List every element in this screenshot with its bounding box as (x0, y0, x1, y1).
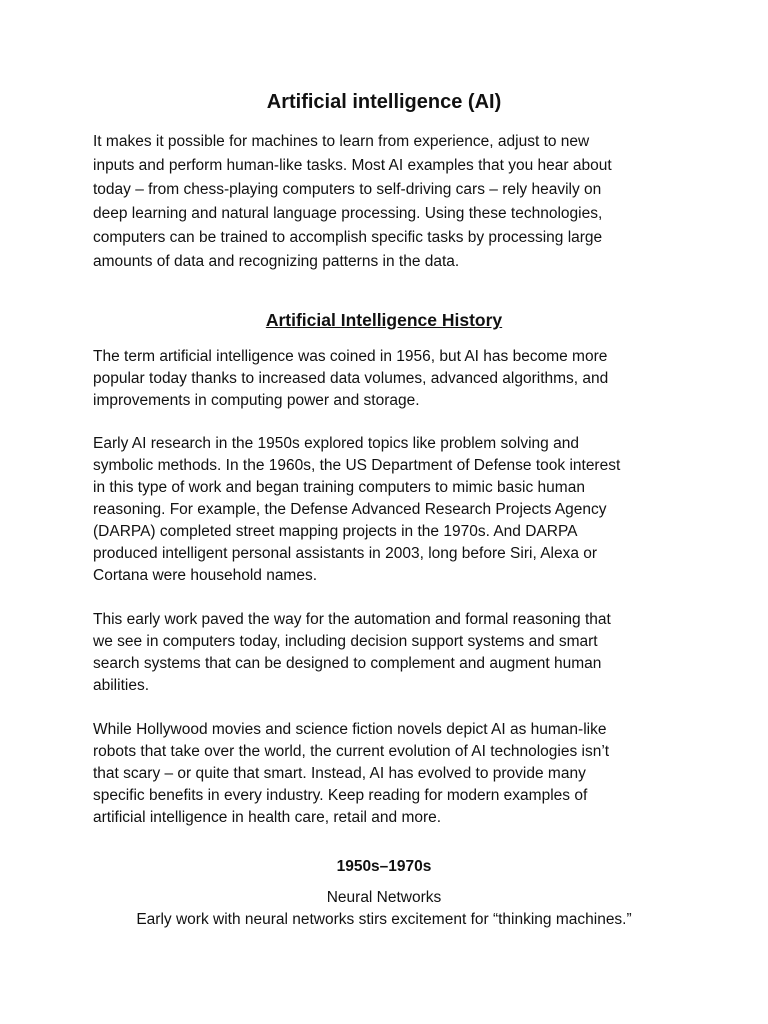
history-paragraph-3 (93, 609, 693, 697)
text-line: amounts of data and recognizing patterns in the data. (93, 253, 460, 270)
text-line: artificial intelligence in health care, retail and more. (93, 809, 442, 826)
text-line: Early AI research in the 1950s explored topics like problem solving and (93, 435, 579, 452)
history-paragraph-1 (93, 346, 693, 412)
text-line: popular today thanks to increased data volumes, advanced algorithms, and (93, 370, 609, 387)
timeline-topic: Neural Networks (326, 889, 442, 906)
text-line: inputs and perform human-like tasks. Most AI examples that you hear about (93, 157, 612, 174)
section-heading: Artificial Intelligence History (265, 310, 503, 330)
text-line: specific benefits in every industry. Keep reading for modern examples of (93, 787, 588, 804)
intro-paragraph (93, 130, 693, 274)
history-paragraph-4 (93, 719, 693, 829)
text-line: we see in computers today, including decision support systems and smart (93, 633, 598, 650)
timeline-era-heading: 1950s–1970s (336, 858, 432, 875)
text-line: While Hollywood movies and science fiction novels depict AI as human-like (93, 721, 607, 738)
text-line: improvements in computing power and storage. (93, 392, 420, 409)
text-line: in this type of work and began training computers to mimic basic human (93, 479, 585, 496)
text-line: today – from chess-playing computers to self-driving cars – rely heavily on (93, 181, 602, 198)
text-line: This early work paved the way for the automation and formal reasoning that (93, 611, 611, 628)
document-title: Artificial intelligence (AI) (266, 91, 502, 113)
text-line: abilities. (93, 677, 149, 694)
text-line: computers can be trained to accomplish specific tasks by processing large (93, 229, 603, 246)
text-line: symbolic methods. In the 1960s, the US Department of Defense took interest (93, 457, 621, 474)
text-line: search systems that can be designed to complement and augment human (93, 655, 602, 672)
text-line: that scary – or quite that smart. Instead, AI has evolved to provide many (93, 765, 586, 782)
text-line: Cortana were household names. (93, 567, 318, 584)
history-paragraph-2 (93, 433, 693, 587)
timeline-description: Early work with neural networks stirs excitement for “thinking machines.” (136, 911, 632, 928)
text-line: It makes it possible for machines to learn from experience, adjust to new (93, 133, 590, 150)
text-line: The term artificial intelligence was coined in 1956, but AI has become more (93, 348, 608, 365)
text-line: (DARPA) completed street mapping projects in the 1970s. And DARPA (93, 523, 578, 540)
text-line: produced intelligent personal assistants in 2003, long before Siri, Alexa or (93, 545, 598, 562)
text-line: deep learning and natural language processing. Using these technologies, (93, 205, 603, 222)
text-line: reasoning. For example, the Defense Advanced Research Projects Agency (93, 501, 607, 518)
text-line: robots that take over the world, the current evolution of AI technologies isn’t (93, 743, 610, 760)
